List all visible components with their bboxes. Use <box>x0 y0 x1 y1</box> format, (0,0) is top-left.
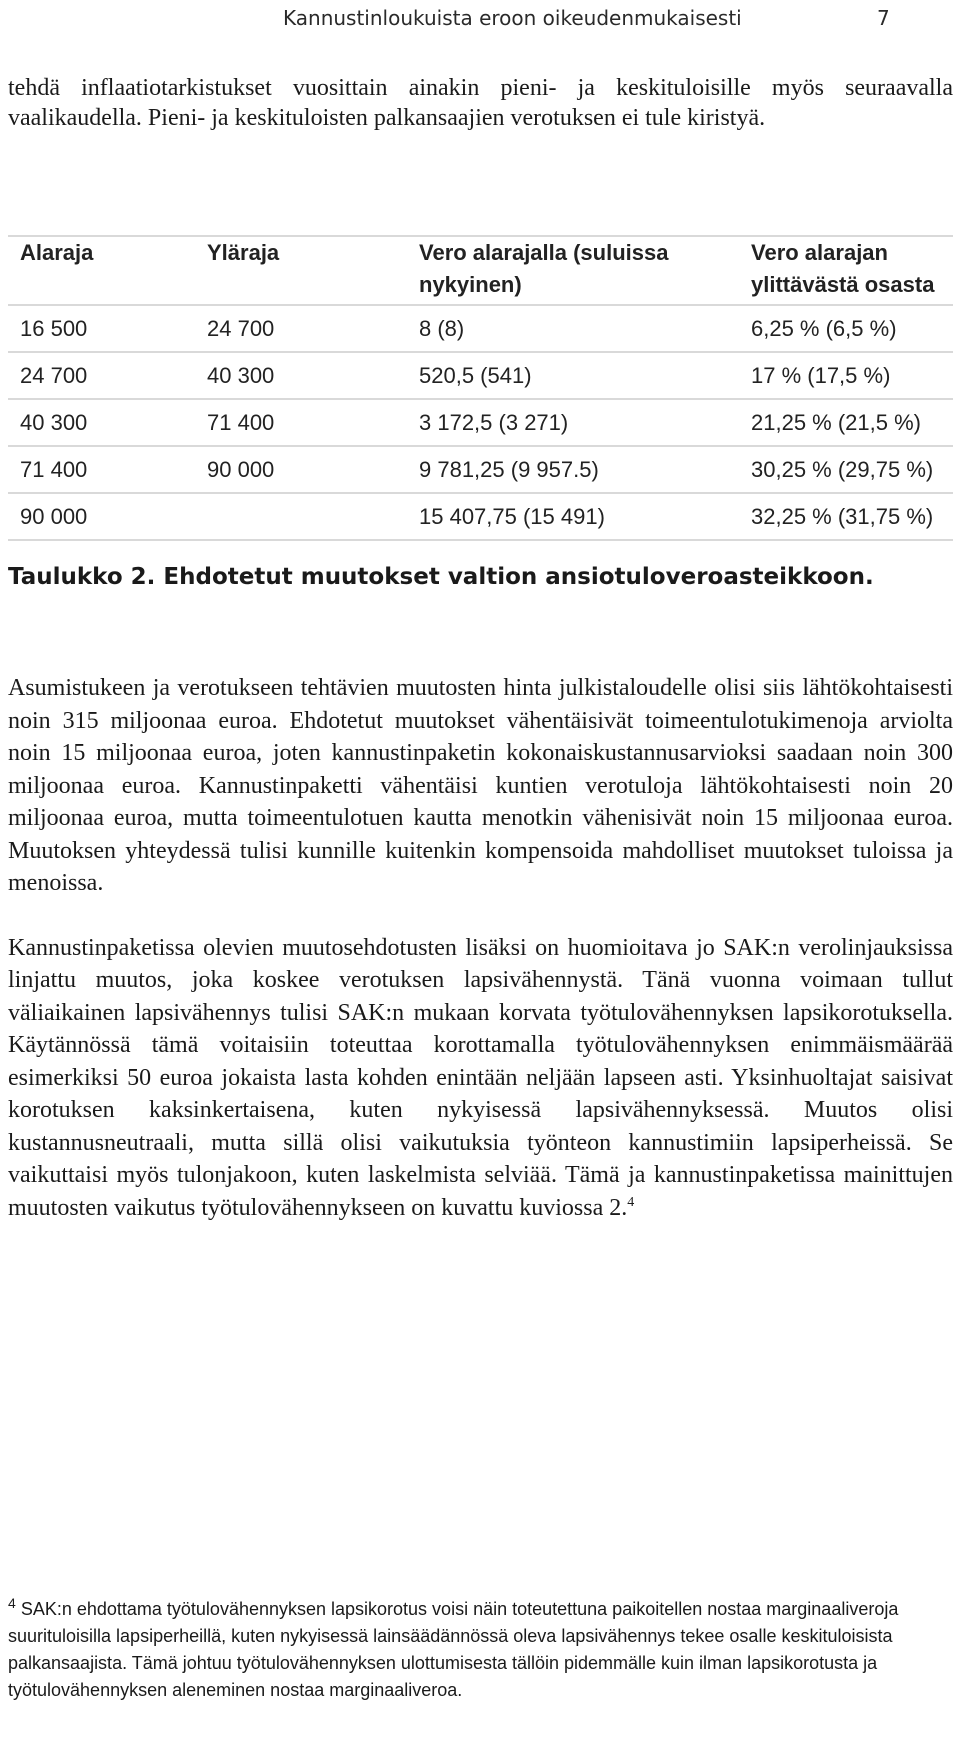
paragraph-1: Asumistukeen ja verotukseen tehtävien muutosten hinta julkistaloudelle olisi siis lähtökohtaisesti noin 315 miljoonaa euroa. Ehdotetut muutokset vähentäisivät toimeentulotukimenoja arviolta noin 15 miljoonaa euroa, joten kannustinpaketin kokonaiskustannusarvioksi saadaan noin 300 miljoonaa euroa. Kannustinpaketti vähentäisi kuntien verotuloja lähtökohtaisesti noin 20 miljoonaa euroa, mutta toimeentulotuen kautta menotkin vähenisivät noin 15 miljoonaa euroa. Muutoksen yhteydessä tulisi kunnille kuitenkin kompensoida mahdolliset muutokset tuloissa ja menoissa. <box>8 675 953 896</box>
tax-scale-table <box>8 235 953 541</box>
cell-alaraja: 16 500 <box>8 305 195 352</box>
cell-ylaraja <box>195 493 407 540</box>
table-header-row <box>8 236 953 305</box>
header-vero-alarajalla: Vero alarajalla (suluissa nykyinen) <box>407 236 739 305</box>
cell-ylaraja: 24 700 <box>195 305 407 352</box>
footnote <box>8 1596 953 1704</box>
intro-paragraph <box>8 73 953 133</box>
cell-ylaraja: 40 300 <box>195 352 407 399</box>
cell-vero-alarajalla: 3 172,5 (3 271) <box>407 399 739 446</box>
table-row <box>8 446 953 493</box>
cell-alaraja: 90 000 <box>8 493 195 540</box>
table-caption: Taulukko 2. Ehdotetut muutokset valtion ansiotuloveroasteikkoon. <box>8 564 874 590</box>
cell-alaraja: 40 300 <box>8 399 195 446</box>
paragraph-2-text: Kannustinpaketissa olevien muutosehdotusten lisäksi on huomioitava jo SAK:n verolinjauksissa linjattu muutos, joka koskee verotuksen lapsivähennystä. Tänä vuonna voimaan tullut väliaikainen lapsivähennys tulisi SAK:n mukaan korvata työtulovähennyksen lapsikorotuksella. Käytännössä tämä voitaisiin toteuttaa korottamalla työtulovähennyksen enimmäismäärää esimerkiksi 50 euroa jokaista lasta kohden enintään neljään lapseen asti. Yksinhuoltajat saisivat korotuksen kaksinkertaisena, kuten nykyisessä lapsivähennyksessä. Muutos olisi kustannusneutraali, mutta sillä olisi vaikutuksia työnteon kannustimiin lapsiperheissä. Se vaikuttaisi myös tulonjakoon, kuten laskelmista selviää. Tämä ja kannustinpaketissa mainittujen muutosten vaikutus työtulovähennykseen on kuvattu kuviossa 2. <box>8 934 953 1221</box>
body-text <box>8 672 953 1256</box>
cell-ylaraja: 71 400 <box>195 399 407 446</box>
cell-alaraja: 24 700 <box>8 352 195 399</box>
cell-vero-ylittavasta: 30,25 % (29,75 %) <box>739 446 953 493</box>
footnote-reference[interactable]: 4 <box>627 1194 635 1210</box>
table-row <box>8 305 953 352</box>
footnote-marker: 4 <box>8 1595 16 1611</box>
cell-vero-alarajalla: 9 781,25 (9 957.5) <box>407 446 739 493</box>
running-title: Kannustinloukuista eroon oikeudenmukaisesti <box>283 6 742 30</box>
cell-alaraja: 71 400 <box>8 446 195 493</box>
cell-vero-ylittavasta: 17 % (17,5 %) <box>739 352 953 399</box>
header-alaraja: Alaraja <box>8 236 195 305</box>
page-number: 7 <box>877 6 890 30</box>
cell-vero-alarajalla: 8 (8) <box>407 305 739 352</box>
header-vero-ylittavasta: Vero alarajan ylittävästä osasta <box>739 236 953 305</box>
cell-vero-ylittavasta: 21,25 % (21,5 %) <box>739 399 953 446</box>
table-row <box>8 352 953 399</box>
cell-ylaraja: 90 000 <box>195 446 407 493</box>
footnote-text: SAK:n ehdottama työtulovähennyksen lapsikorotus voisi näin toteutettuna paikoitellen nostaa marginaaliveroja suurituloisilla lapsiperheillä, kuten nykyisessä lainsäädännössä oleva lapsivähennys tekee osalle keskituloisista palkansaajista. Tämä johtuu työtulovähennyksen ulottumisesta tällöin pidemmälle kuin ilman lapsikorotusta ja työtulovähennyksen aleneminen nostaa marginaaliveroa. <box>8 1599 899 1700</box>
paragraph-2 <box>8 932 953 1225</box>
page-header <box>0 6 960 36</box>
intro-text: tehdä inflaatiotarkistukset vuosittain ainakin pieni- ja keskituloisille myös seuraavalla vaalikaudella. Pieni- ja keskituloisten palkansaajien verotuksen ei tule kiristyä. <box>8 75 953 131</box>
cell-vero-alarajalla: 520,5 (541) <box>407 352 739 399</box>
header-ylaraja: Yläraja <box>195 236 407 305</box>
cell-vero-ylittavasta: 6,25 % (6,5 %) <box>739 305 953 352</box>
cell-vero-ylittavasta: 32,25 % (31,75 %) <box>739 493 953 540</box>
table-row <box>8 399 953 446</box>
cell-vero-alarajalla: 15 407,75 (15 491) <box>407 493 739 540</box>
table-row <box>8 493 953 540</box>
